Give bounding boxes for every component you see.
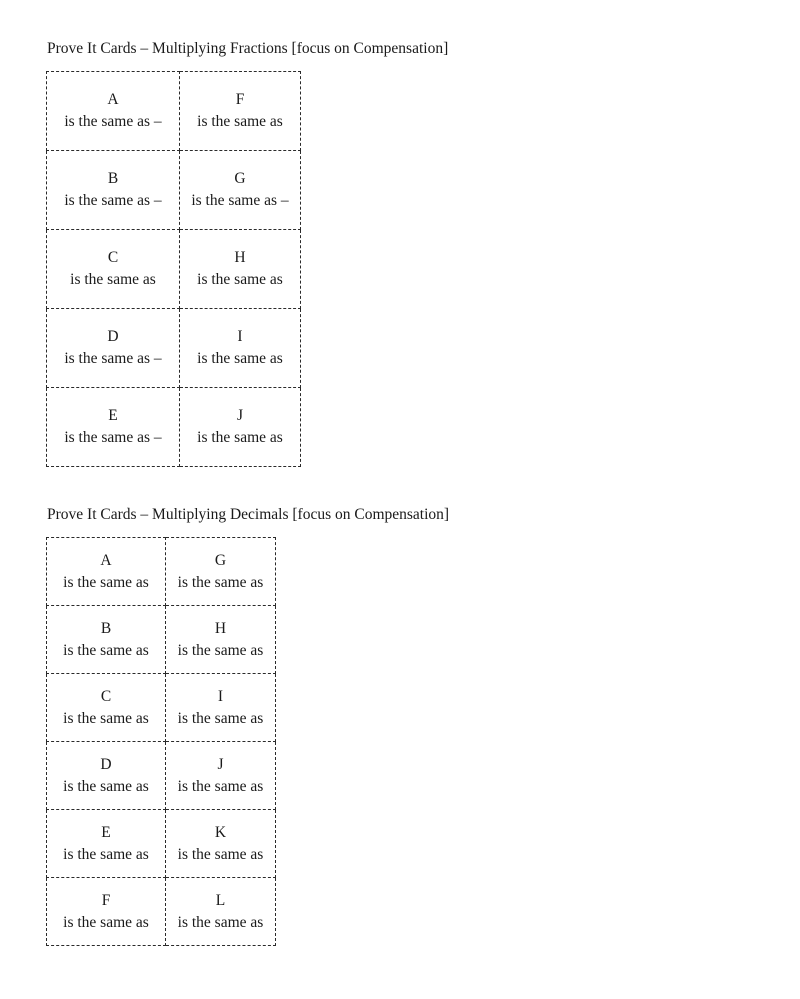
fractions-card-grid — [46, 71, 301, 467]
card-letter: L — [215, 891, 226, 909]
card-text: is the same as – — [64, 192, 162, 209]
card — [166, 742, 276, 810]
card-letter: F — [101, 891, 111, 909]
card-letter: G — [214, 551, 227, 569]
card-text: is the same as — [197, 350, 283, 367]
card — [47, 151, 180, 230]
card-letter: C — [100, 687, 112, 705]
card-text: is the same as – — [191, 192, 289, 209]
card — [180, 72, 301, 151]
card — [47, 72, 180, 151]
card-row — [47, 606, 276, 674]
card-letter: J — [236, 407, 244, 424]
card-text: is the same as — [63, 573, 149, 591]
card-letter: A — [100, 551, 112, 569]
card-letter: C — [107, 249, 119, 266]
card — [180, 151, 301, 230]
card-row — [47, 309, 301, 388]
decimals-section-title: Prove It Cards – Multiplying Decimals [focus on Compensation] — [47, 506, 450, 523]
card-row — [47, 742, 276, 810]
card-text: is the same as — [177, 913, 264, 931]
card-letter: B — [107, 170, 119, 187]
card-text: is the same as — [70, 271, 156, 288]
card — [166, 878, 276, 946]
card-text: is the same as — [177, 641, 264, 659]
card — [180, 388, 301, 467]
decimals-card-grid — [46, 537, 276, 946]
card — [166, 606, 276, 674]
card-row — [47, 810, 276, 878]
card-letter: A — [107, 91, 119, 108]
card-letter: H — [214, 619, 227, 637]
card-row — [47, 230, 301, 309]
fractions-section-title: Prove It Cards – Multiplying Fractions [focus on Compensation] — [47, 40, 449, 57]
card — [47, 810, 166, 878]
card — [180, 230, 301, 309]
card-letter: K — [214, 823, 227, 841]
card-text: is the same as — [63, 845, 149, 863]
card — [166, 674, 276, 742]
card-text: is the same as — [63, 641, 149, 659]
card-letter: E — [101, 823, 111, 841]
card — [166, 810, 276, 878]
card-row — [47, 72, 301, 151]
card-letter: H — [234, 249, 246, 266]
card-row — [47, 151, 301, 230]
card — [47, 606, 166, 674]
card — [166, 538, 276, 606]
card-letter: I — [217, 687, 224, 705]
card — [47, 538, 166, 606]
card-text: is the same as — [177, 573, 264, 591]
card — [47, 309, 180, 388]
card-row — [47, 674, 276, 742]
card-text: is the same as — [177, 777, 264, 795]
card — [47, 388, 180, 467]
card-text: is the same as — [63, 709, 149, 727]
card-text: is the same as — [197, 113, 283, 130]
card-letter: E — [108, 407, 118, 424]
card — [47, 230, 180, 309]
card-text: is the same as — [177, 845, 264, 863]
card — [47, 674, 166, 742]
card-letter: F — [235, 91, 245, 108]
card-row — [47, 538, 276, 606]
card-text: is the same as — [63, 913, 149, 931]
card-letter: I — [237, 328, 243, 345]
card — [180, 309, 301, 388]
card-text: is the same as – — [64, 350, 162, 367]
card-row — [47, 878, 276, 946]
card-text: is the same as — [63, 777, 149, 795]
card-letter: G — [234, 170, 246, 187]
card-text: is the same as – — [64, 113, 162, 130]
card-text: is the same as — [197, 271, 283, 288]
card — [47, 742, 166, 810]
card-row — [47, 388, 301, 467]
card-letter: J — [217, 755, 224, 773]
card-letter: D — [100, 755, 112, 773]
card-letter: D — [107, 328, 119, 345]
card-text: is the same as — [177, 709, 264, 727]
card — [47, 878, 166, 946]
card-letter: B — [100, 619, 112, 637]
card-text: is the same as – — [64, 429, 162, 446]
card-text: is the same as — [197, 429, 283, 446]
